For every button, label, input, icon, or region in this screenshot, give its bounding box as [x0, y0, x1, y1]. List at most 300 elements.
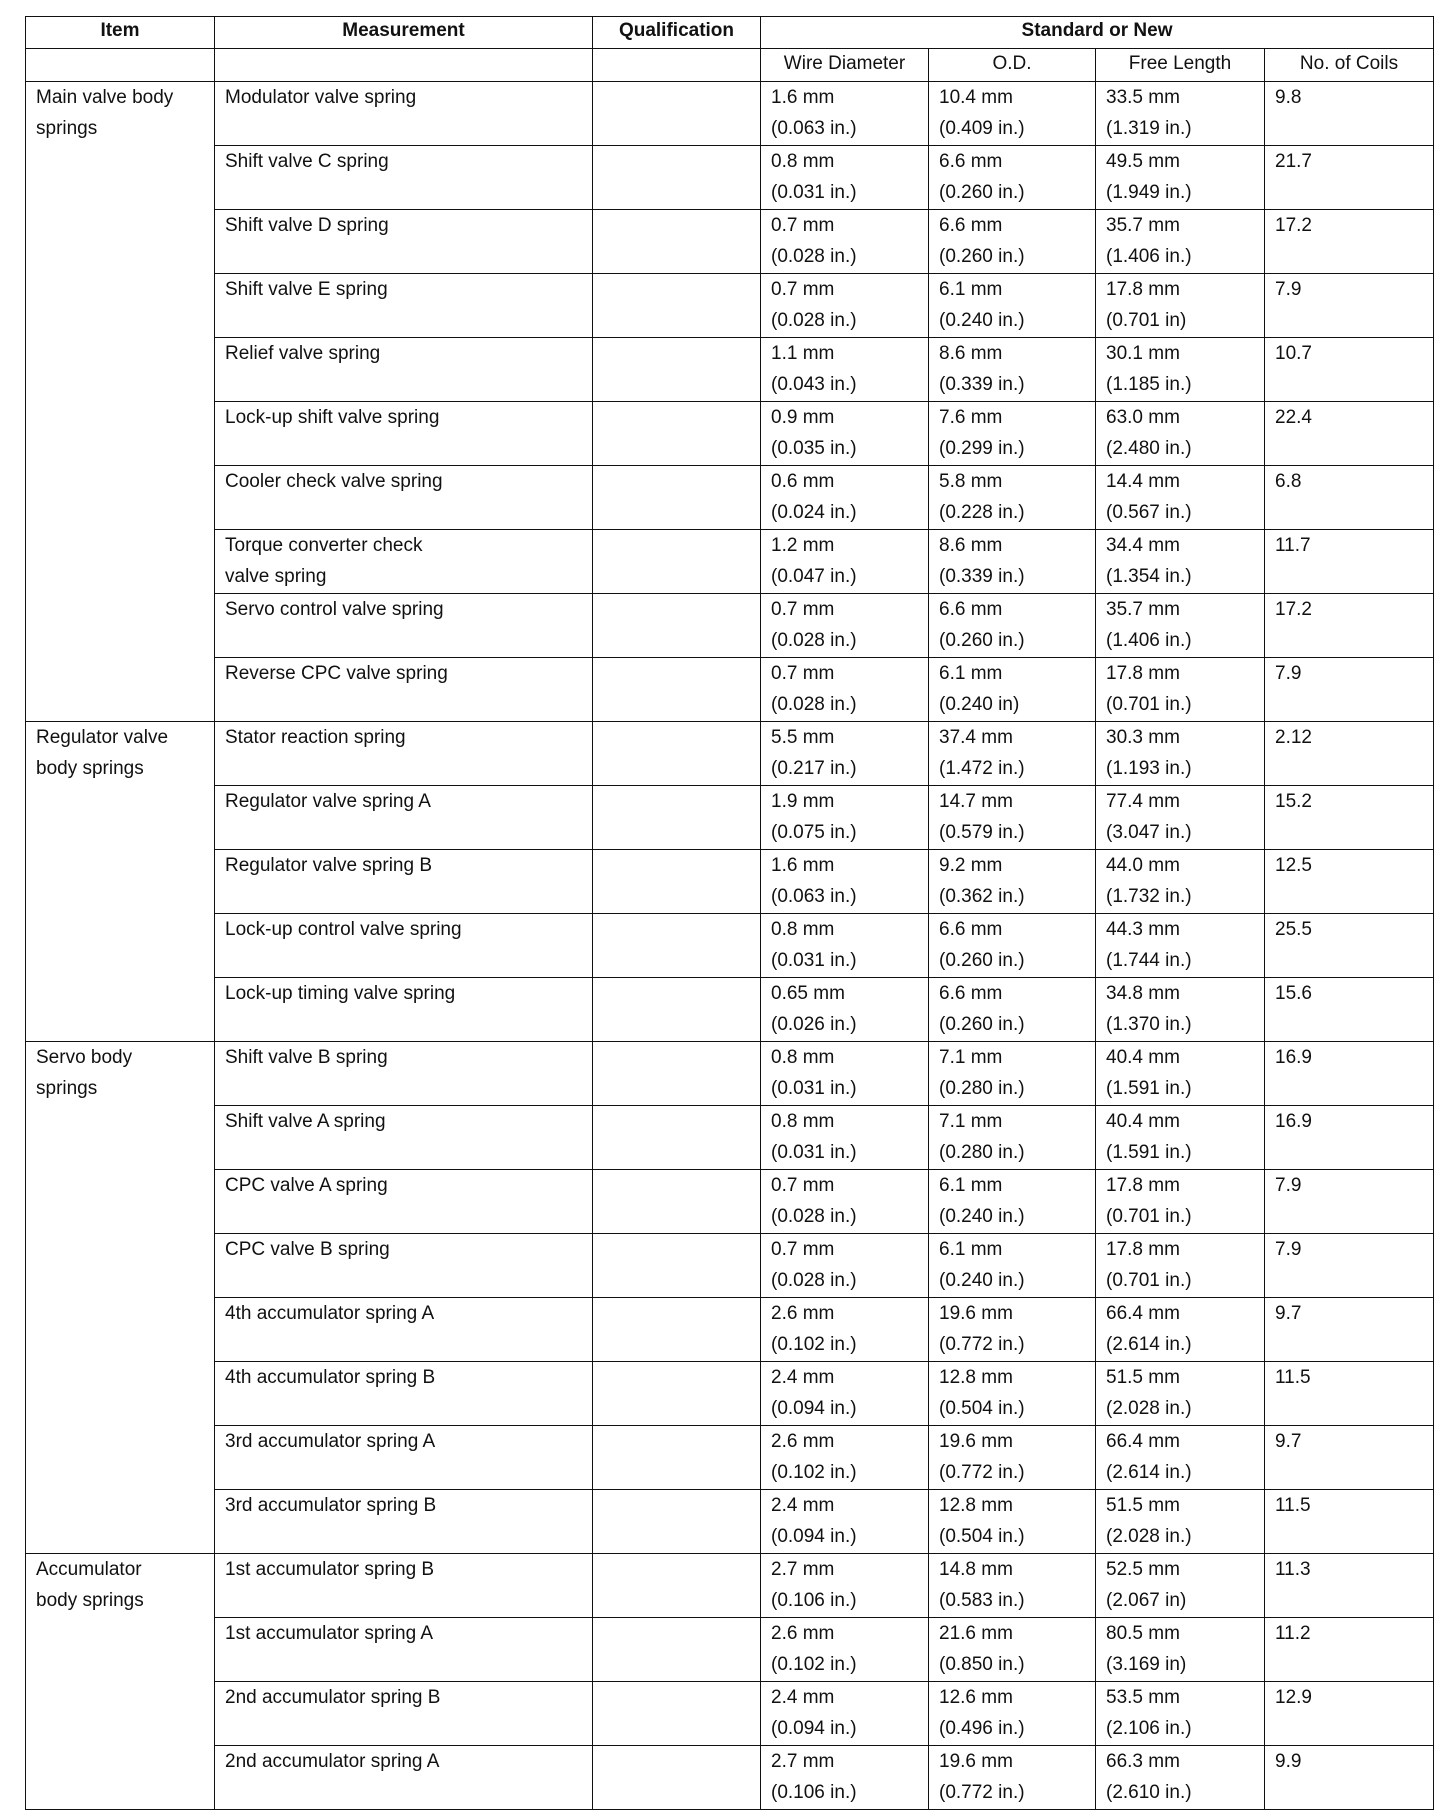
measurement-cell [215, 530, 593, 594]
wire-diameter-cell [761, 338, 929, 402]
cell-line: 34.4 mm [1106, 535, 1180, 556]
cell-line: (0.031 in.) [771, 182, 857, 203]
subheader-row [26, 49, 1434, 82]
cell-line: 2.7 mm [771, 1559, 835, 1580]
qualification-cell [593, 658, 761, 722]
wire-diameter-cell [761, 146, 929, 210]
cell-line: 14.8 mm [939, 1559, 1013, 1580]
cell-line: (2.614 in.) [1106, 1334, 1192, 1355]
cell-line: 6.1 mm [939, 1175, 1003, 1196]
cell-line: 6.6 mm [939, 215, 1003, 236]
cell-line: 17.8 mm [1106, 1175, 1180, 1196]
od-cell [929, 594, 1096, 658]
od-cell [929, 1362, 1096, 1426]
cell-line: 66.4 mm [1106, 1303, 1180, 1324]
cell-line: 0.8 mm [771, 1111, 835, 1132]
od-cell [929, 1042, 1096, 1106]
measurement-cell [215, 82, 593, 146]
cell-line: (0.260 in.) [939, 950, 1025, 971]
cell-line: Relief valve spring [225, 343, 381, 364]
table-row [26, 1234, 1434, 1298]
measurement-cell [215, 1234, 593, 1298]
cell-line: (0.240 in) [939, 694, 1020, 715]
free-length-cell [1096, 914, 1265, 978]
coils-cell: 11.5 [1265, 1490, 1434, 1554]
qualification-cell [593, 274, 761, 338]
cell-line: 7.6 mm [939, 407, 1003, 428]
cell-line: 40.4 mm [1106, 1047, 1180, 1068]
qualification-cell [593, 850, 761, 914]
cell-line: 6.1 mm [939, 279, 1003, 300]
cell-line: Main valve body [36, 87, 174, 108]
measurement-cell [215, 594, 593, 658]
cell-line: 5.5 mm [771, 727, 835, 748]
cell-line: 17.8 mm [1106, 279, 1180, 300]
cell-line: 4th accumulator spring B [225, 1367, 436, 1388]
od-cell [929, 658, 1096, 722]
cell-line: 3rd accumulator spring A [225, 1431, 436, 1452]
measurement-cell [215, 1362, 593, 1426]
table-row [26, 1298, 1434, 1362]
od-cell [929, 786, 1096, 850]
qualification-cell [593, 1362, 761, 1426]
cell-line: Shift valve D spring [225, 215, 389, 236]
cell-line: (0.102 in.) [771, 1334, 857, 1355]
od-cell [929, 914, 1096, 978]
od-cell [929, 1426, 1096, 1490]
cell-line: (0.047 in.) [771, 566, 857, 587]
cell-line: (2.067 in) [1106, 1590, 1187, 1611]
cell-line: 6.6 mm [939, 151, 1003, 172]
coils-cell: 11.3 [1265, 1554, 1434, 1618]
qualification-cell [593, 1234, 761, 1298]
cell-line: 0.6 mm [771, 471, 835, 492]
od-cell [929, 210, 1096, 274]
spring-specifications-table [25, 16, 1434, 1810]
cell-line: (2.106 in.) [1106, 1718, 1192, 1739]
wire-diameter-cell [761, 466, 929, 530]
cell-line: 1.6 mm [771, 855, 835, 876]
free-length-cell [1096, 1490, 1265, 1554]
cell-line: 1st accumulator spring B [225, 1559, 435, 1580]
cell-line: (1.472 in.) [939, 758, 1025, 779]
measurement-cell [215, 658, 593, 722]
od-cell [929, 82, 1096, 146]
cell-line: 6.1 mm [939, 1239, 1003, 1260]
coils-cell: 7.9 [1265, 1170, 1434, 1234]
cell-line: (0.026 in.) [771, 1014, 857, 1035]
table-row [26, 1746, 1434, 1810]
cell-line: (0.094 in.) [771, 1398, 857, 1419]
free-length-cell [1096, 1042, 1265, 1106]
cell-line: springs [36, 1078, 98, 1099]
free-length-cell [1096, 594, 1265, 658]
measurement-cell [215, 274, 593, 338]
cell-line: 35.7 mm [1106, 215, 1180, 236]
cell-line: 12.6 mm [939, 1687, 1013, 1708]
od-cell [929, 466, 1096, 530]
cell-line: Regulator valve spring B [225, 855, 432, 876]
cell-line: (0.031 in.) [771, 1078, 857, 1099]
wire-diameter-cell [761, 722, 929, 786]
cell-line: (0.240 in.) [939, 310, 1025, 331]
cell-line: 8.6 mm [939, 343, 1003, 364]
measurement-cell [215, 1554, 593, 1618]
measurement-cell [215, 1298, 593, 1362]
free-length-cell [1096, 1682, 1265, 1746]
cell-line: 1.2 mm [771, 535, 835, 556]
cell-line: (2.614 in.) [1106, 1462, 1192, 1483]
cell-line: 19.6 mm [939, 1303, 1013, 1324]
free-length-cell [1096, 850, 1265, 914]
cell-line: 49.5 mm [1106, 151, 1180, 172]
cell-line: 44.0 mm [1106, 855, 1180, 876]
cell-line: (0.035 in.) [771, 438, 857, 459]
cell-line: (0.028 in.) [771, 1206, 857, 1227]
subheader-empty [26, 49, 215, 82]
qualification-cell [593, 1042, 761, 1106]
cell-line: 2nd accumulator spring B [225, 1687, 441, 1708]
cell-line: Stator reaction spring [225, 727, 406, 748]
free-length-cell [1096, 1426, 1265, 1490]
table-row [26, 146, 1434, 210]
cell-line: 33.5 mm [1106, 87, 1180, 108]
free-length-cell [1096, 1554, 1265, 1618]
cell-line: (1.193 in.) [1106, 758, 1192, 779]
cell-line: 66.3 mm [1106, 1751, 1180, 1772]
qualification-cell [593, 466, 761, 530]
cell-line: Shift valve C spring [225, 151, 389, 172]
free-length-cell [1096, 210, 1265, 274]
od-cell [929, 1554, 1096, 1618]
cell-line: (0.583 in.) [939, 1590, 1025, 1611]
table-row [26, 1042, 1434, 1106]
cell-line: 0.7 mm [771, 1239, 835, 1260]
cell-line: 17.8 mm [1106, 1239, 1180, 1260]
cell-line: 0.65 mm [771, 983, 845, 1004]
cell-line: CPC valve A spring [225, 1175, 388, 1196]
cell-line: (1.949 in.) [1106, 182, 1192, 203]
qualification-cell [593, 530, 761, 594]
table-row [26, 1682, 1434, 1746]
cell-line: Regulator valve spring A [225, 791, 431, 812]
cell-line: 40.4 mm [1106, 1111, 1180, 1132]
table-row [26, 594, 1434, 658]
cell-line: 5.8 mm [939, 471, 1003, 492]
cell-line: 0.8 mm [771, 1047, 835, 1068]
measurement-cell [215, 1746, 593, 1810]
qualification-cell [593, 1426, 761, 1490]
cell-line: 2.7 mm [771, 1751, 835, 1772]
table-row [26, 658, 1434, 722]
cell-line: 0.7 mm [771, 599, 835, 620]
table-row [26, 1554, 1434, 1618]
free-length-cell [1096, 1746, 1265, 1810]
cell-line: (1.591 in.) [1106, 1078, 1192, 1099]
header-no-of-coils: No. of Coils [1265, 49, 1434, 82]
cell-line: (0.028 in.) [771, 1270, 857, 1291]
od-cell [929, 1618, 1096, 1682]
cell-line: Shift valve B spring [225, 1047, 388, 1068]
cell-line: (1.319 in.) [1106, 118, 1192, 139]
coils-cell: 12.5 [1265, 850, 1434, 914]
measurement-cell [215, 210, 593, 274]
cell-line: valve spring [225, 566, 327, 587]
measurement-cell [215, 978, 593, 1042]
cell-line: 6.6 mm [939, 599, 1003, 620]
header-od: O.D. [929, 49, 1096, 82]
measurement-cell [215, 850, 593, 914]
cell-line: 6.6 mm [939, 919, 1003, 940]
measurement-cell [215, 466, 593, 530]
wire-diameter-cell [761, 1170, 929, 1234]
table-row [26, 274, 1434, 338]
coils-cell: 25.5 [1265, 914, 1434, 978]
measurement-cell [215, 1490, 593, 1554]
cell-line: (0.094 in.) [771, 1718, 857, 1739]
coils-cell: 9.7 [1265, 1298, 1434, 1362]
table-row [26, 1170, 1434, 1234]
od-cell [929, 402, 1096, 466]
measurement-cell [215, 1618, 593, 1682]
table-row [26, 914, 1434, 978]
coils-cell: 16.9 [1265, 1042, 1434, 1106]
qualification-cell [593, 722, 761, 786]
wire-diameter-cell [761, 594, 929, 658]
free-length-cell [1096, 1618, 1265, 1682]
measurement-cell [215, 1426, 593, 1490]
cell-line: Lock-up control valve spring [225, 919, 462, 940]
measurement-cell [215, 402, 593, 466]
cell-line: 4th accumulator spring A [225, 1303, 435, 1324]
item-group-cell [26, 722, 215, 1042]
cell-line: (1.354 in.) [1106, 566, 1192, 587]
od-cell [929, 1490, 1096, 1554]
cell-line: 52.5 mm [1106, 1559, 1180, 1580]
cell-line: (2.028 in.) [1106, 1398, 1192, 1419]
cell-line: 12.8 mm [939, 1495, 1013, 1516]
cell-line: 2.6 mm [771, 1623, 835, 1644]
od-cell [929, 722, 1096, 786]
coils-cell: 16.9 [1265, 1106, 1434, 1170]
wire-diameter-cell [761, 1106, 929, 1170]
free-length-cell [1096, 978, 1265, 1042]
cell-line: (0.228 in.) [939, 502, 1025, 523]
free-length-cell [1096, 338, 1265, 402]
cell-line: (0.075 in.) [771, 822, 857, 843]
header-wire-diameter: Wire Diameter [761, 49, 929, 82]
cell-line: (0.240 in.) [939, 1206, 1025, 1227]
cell-line: (0.409 in.) [939, 118, 1025, 139]
wire-diameter-cell [761, 1234, 929, 1298]
table-row [26, 1362, 1434, 1426]
cell-line: 1.9 mm [771, 791, 835, 812]
qualification-cell [593, 914, 761, 978]
wire-diameter-cell [761, 530, 929, 594]
cell-line: (0.772 in.) [939, 1462, 1025, 1483]
od-cell [929, 1234, 1096, 1298]
free-length-cell [1096, 1170, 1265, 1234]
qualification-cell [593, 1298, 761, 1362]
cell-line: (0.102 in.) [771, 1654, 857, 1675]
measurement-cell [215, 1042, 593, 1106]
cell-line: 2.6 mm [771, 1431, 835, 1452]
cell-line: Lock-up shift valve spring [225, 407, 440, 428]
wire-diameter-cell [761, 658, 929, 722]
qualification-cell [593, 978, 761, 1042]
cell-line: (1.732 in.) [1106, 886, 1192, 907]
cell-line: (1.744 in.) [1106, 950, 1192, 971]
header-qualification: Qualification [593, 17, 761, 49]
qualification-cell [593, 338, 761, 402]
cell-line: (0.106 in.) [771, 1782, 857, 1803]
cell-line: 30.1 mm [1106, 343, 1180, 364]
table-row [26, 338, 1434, 402]
free-length-cell [1096, 658, 1265, 722]
qualification-cell [593, 594, 761, 658]
od-cell [929, 274, 1096, 338]
free-length-cell [1096, 466, 1265, 530]
coils-cell: 6.8 [1265, 466, 1434, 530]
cell-line: (2.610 in.) [1106, 1782, 1192, 1803]
measurement-cell [215, 914, 593, 978]
cell-line: 37.4 mm [939, 727, 1013, 748]
free-length-cell [1096, 1106, 1265, 1170]
cell-line: (0.028 in.) [771, 694, 857, 715]
cell-line: (0.496 in.) [939, 1718, 1025, 1739]
cell-line: Cooler check valve spring [225, 471, 443, 492]
coils-cell: 11.7 [1265, 530, 1434, 594]
cell-line: Shift valve E spring [225, 279, 388, 300]
cell-line: 30.3 mm [1106, 727, 1180, 748]
cell-line: (0.701 in.) [1106, 694, 1192, 715]
free-length-cell [1096, 1298, 1265, 1362]
cell-line: 7.1 mm [939, 1111, 1003, 1132]
qualification-cell [593, 210, 761, 274]
cell-line: 2nd accumulator spring A [225, 1751, 440, 1772]
subheader-empty [593, 49, 761, 82]
cell-line: 1.1 mm [771, 343, 835, 364]
cell-line: Regulator valve [36, 727, 169, 748]
cell-line: 0.7 mm [771, 279, 835, 300]
cell-line: (0.031 in.) [771, 1142, 857, 1163]
coils-cell: 15.6 [1265, 978, 1434, 1042]
cell-line: (2.028 in.) [1106, 1526, 1192, 1547]
wire-diameter-cell [761, 1490, 929, 1554]
header-measurement: Measurement [215, 17, 593, 49]
cell-line: Modulator valve spring [225, 87, 417, 108]
cell-line: 77.4 mm [1106, 791, 1180, 812]
cell-line: (0.362 in.) [939, 886, 1025, 907]
cell-line: 51.5 mm [1106, 1367, 1180, 1388]
table-row [26, 210, 1434, 274]
od-cell [929, 146, 1096, 210]
cell-line: (0.260 in.) [939, 246, 1025, 267]
cell-line: 19.6 mm [939, 1751, 1013, 1772]
cell-line: springs [36, 118, 98, 139]
qualification-cell [593, 786, 761, 850]
cell-line: (0.260 in.) [939, 1014, 1025, 1035]
coils-cell: 10.7 [1265, 338, 1434, 402]
cell-line: 0.7 mm [771, 1175, 835, 1196]
qualification-cell [593, 1554, 761, 1618]
free-length-cell [1096, 274, 1265, 338]
cell-line: 12.8 mm [939, 1367, 1013, 1388]
cell-line: 19.6 mm [939, 1431, 1013, 1452]
measurement-cell [215, 1170, 593, 1234]
cell-line: Torque converter check [225, 535, 423, 556]
table-row [26, 466, 1434, 530]
cell-line: Shift valve A spring [225, 1111, 386, 1132]
cell-line: 8.6 mm [939, 535, 1003, 556]
cell-line: 17.8 mm [1106, 663, 1180, 684]
free-length-cell [1096, 1362, 1265, 1426]
od-cell [929, 338, 1096, 402]
cell-line: 63.0 mm [1106, 407, 1180, 428]
qualification-cell [593, 1170, 761, 1234]
wire-diameter-cell [761, 1554, 929, 1618]
qualification-cell [593, 1618, 761, 1682]
cell-line: Lock-up timing valve spring [225, 983, 456, 1004]
cell-line: 9.2 mm [939, 855, 1003, 876]
cell-line: 66.4 mm [1106, 1431, 1180, 1452]
cell-line: (0.028 in.) [771, 310, 857, 331]
cell-line: 0.7 mm [771, 215, 835, 236]
free-length-cell [1096, 530, 1265, 594]
free-length-cell [1096, 722, 1265, 786]
table-row [26, 1106, 1434, 1170]
wire-diameter-cell [761, 1298, 929, 1362]
cell-line: (2.480 in.) [1106, 438, 1192, 459]
qualification-cell [593, 1682, 761, 1746]
cell-line: (0.504 in.) [939, 1526, 1025, 1547]
cell-line: (0.299 in.) [939, 438, 1025, 459]
cell-line: (1.591 in.) [1106, 1142, 1192, 1163]
measurement-cell [215, 1682, 593, 1746]
od-cell [929, 850, 1096, 914]
cell-line: 35.7 mm [1106, 599, 1180, 620]
cell-line: (0.772 in.) [939, 1782, 1025, 1803]
measurement-cell [215, 786, 593, 850]
wire-diameter-cell [761, 210, 929, 274]
coils-cell: 7.9 [1265, 274, 1434, 338]
cell-line: Servo control valve spring [225, 599, 444, 620]
cell-line: (1.406 in.) [1106, 246, 1192, 267]
cell-line: 51.5 mm [1106, 1495, 1180, 1516]
cell-line: (0.850 in.) [939, 1654, 1025, 1675]
subheader-empty [215, 49, 593, 82]
coils-cell: 7.9 [1265, 1234, 1434, 1298]
coils-cell: 17.2 [1265, 594, 1434, 658]
free-length-cell [1096, 82, 1265, 146]
cell-line: 6.6 mm [939, 983, 1003, 1004]
coils-cell: 22.4 [1265, 402, 1434, 466]
cell-line: 7.1 mm [939, 1047, 1003, 1068]
coils-cell: 17.2 [1265, 210, 1434, 274]
cell-line: body springs [36, 1590, 144, 1611]
cell-line: (3.047 in.) [1106, 822, 1192, 843]
cell-line: 10.4 mm [939, 87, 1013, 108]
wire-diameter-cell [761, 1426, 929, 1490]
cell-line: Accumulator [36, 1559, 142, 1580]
cell-line: 53.5 mm [1106, 1687, 1180, 1708]
cell-line: (3.169 in) [1106, 1654, 1187, 1675]
item-group-cell [26, 82, 215, 722]
cell-line: (0.106 in.) [771, 1590, 857, 1611]
table-row [26, 402, 1434, 466]
cell-line: (0.567 in.) [1106, 502, 1192, 523]
cell-line: 0.8 mm [771, 919, 835, 940]
